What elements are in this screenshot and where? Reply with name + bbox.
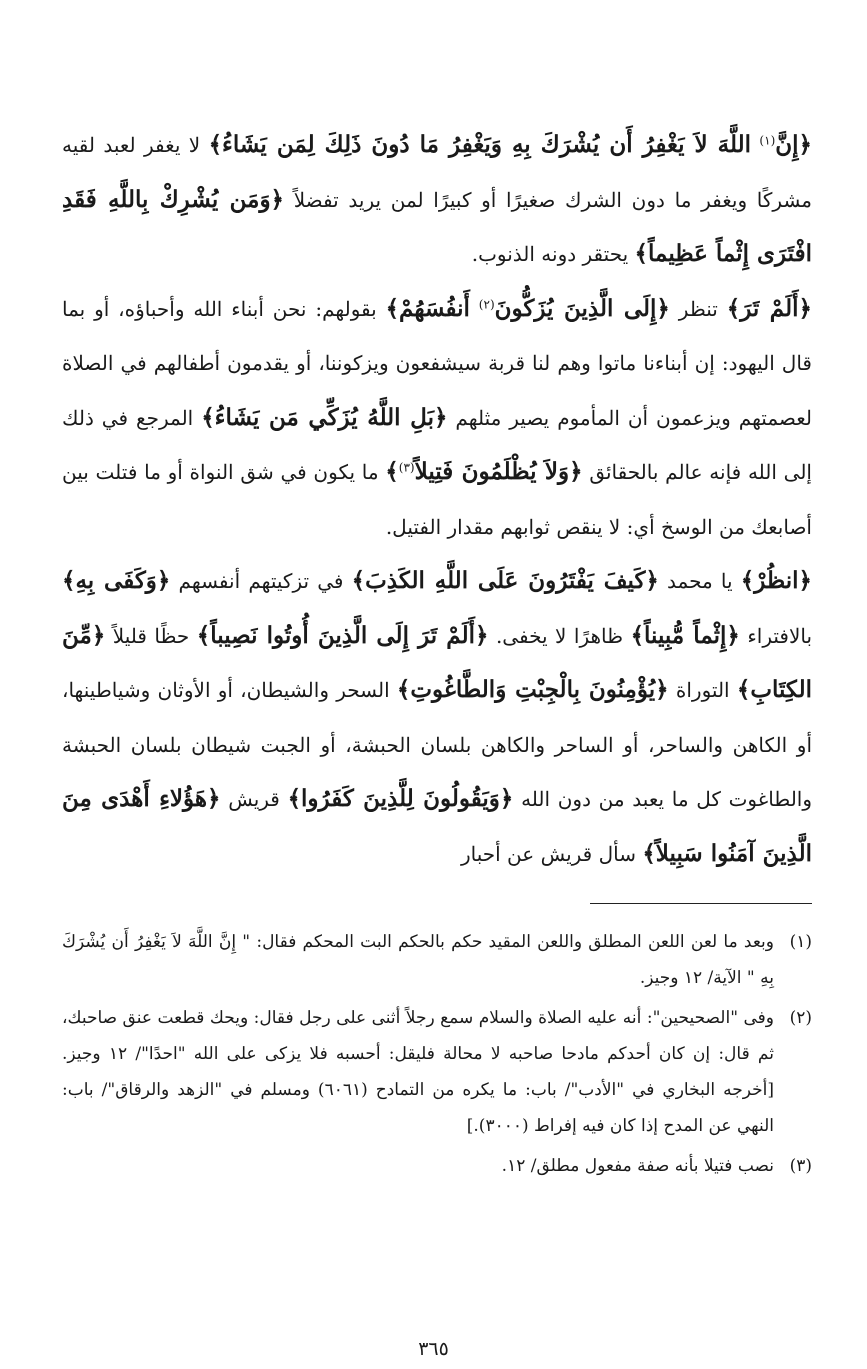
paragraph-1: [62, 118, 812, 282]
footnote-ref-2: (٢): [478, 296, 495, 311]
footnote-text: وفى "الصحيحين": أنه عليه الصلاة والسلام سمع رجلاً أثنى على رجل فقال: ويحك قطعت عنق صاحبك، ثم قال: إن كان أحدكم مادحا صاحبه لا محالة فليقل: أحسبه فلا يزكى على الله "احدًا"/ ١٢ وجيز.[أخرجه البخاري في "الأدب"/ باب: ما يكره من التمادح (٦٠٦١) ومسلم في "الزهد والرقاق"/ باب: النهي عن المدح إذا كان فيه إفراط (٣٠٠٠).]: [62, 1008, 774, 1136]
commentary: حظًا قليلاً: [112, 623, 190, 648]
commentary: في تزكيتهم أنفسهم: [178, 569, 344, 593]
commentary: بالافتراء: [747, 623, 813, 648]
footnote-2: [62, 1000, 812, 1144]
footnote-text: وبعد ما لعن اللعن المطلق واللعن المقيد حكم بالحكم البت المحكم فقال: " إِنَّ اللَّهَ لاَ يَغْفِرُ أَن يُشْرَكَ بِهِ " الآية/ ١٢ وجيز.: [62, 932, 774, 988]
quran-verse: أَنفُسَهُمْ﴾: [385, 294, 470, 322]
commentary: تنظر: [678, 296, 718, 321]
quran-verse: ﴿أَلَمْ تَرَ﴾: [726, 294, 812, 322]
quran-verse: ﴿يُؤْمِنُونَ بِالْجِبْتِ وَالطَّاغُوتِ﴾: [396, 676, 669, 703]
quran-verse: ﴿وَيَقُولُونَ لِلَّذِينَ كَفَرُوا﴾: [287, 785, 514, 812]
quran-verse: ﴿أَلَمْ تَرَ إِلَى الَّذِينَ أُوتُوا نَصِيباً﴾: [196, 621, 489, 649]
commentary: ما يكون في شق النواة أو ما فتلت بين أصابعك من الوسخ أي: لا ينقص ثوابهم مقدار الفتيل.: [62, 460, 812, 539]
footnote-text: نصب فتيلا بأنه صفة مفعول مطلق/ ١٢.: [501, 1156, 774, 1176]
quran-verse: ﴿وَكَفَى بِهِ﴾: [62, 567, 171, 594]
paragraph-3: [62, 554, 812, 881]
paragraph-2: [62, 282, 812, 555]
commentary: يا محمد: [667, 569, 733, 593]
footnote-1: [62, 924, 812, 996]
commentary: سأل قريش عن أحبار: [460, 841, 636, 866]
commentary: التوراة: [675, 678, 730, 702]
footnotes: [62, 924, 812, 1188]
commentary: لا يغفر لعبد لقيه مشركًا ويغفر ما دون الشرك صغيرًا أو كبيرًا لمن يريد تفضلاً: [62, 133, 812, 212]
quran-verse: اللَّهَ لاَ يَغْفِرُ أَن يُشْرَكَ بِهِ وَيَغْفِرُ مَا دُونَ ذَلِكَ لِمَن يَشَاءُ﴾: [208, 131, 752, 158]
quran-verse: ﴿إِلَى الَّذِينَ يُزَكُّونَ: [494, 294, 670, 322]
quran-verse: ﴾: [385, 458, 399, 485]
commentary: بقولهم: نحن أبناء الله وأحباؤه، أو بما قال اليهود: إن أبناءنا ماتوا وهم لنا قربة سيشفعون ويزكوننا، أو يقدمون أطفالهم في الصلاة لعصمتهم ويزعمون أن المأموم يصير مثلهم: [62, 296, 812, 430]
quran-verse: ﴿بَلِ اللَّهُ يُزَكِّي مَن يَشَاءُ﴾: [201, 403, 448, 431]
footnote-number: (٢): [789, 1008, 812, 1028]
quran-verse: ﴿مِّنَ الكِتَابِ﴾: [62, 621, 813, 703]
commentary: السحر والشيطان، أو الأوثان وشياطينها، أو الكاهن والساحر، أو الساحر والكاهن بلسان الحبشة، أو الجبت شيطان بلسان الحبشة والطاغوت كل ما يعبد من دون الله: [62, 678, 813, 811]
footnote-ref-1: (١): [759, 133, 776, 148]
commentary: المرجع في ذلك إلى الله فإنه عالم بالحقائق: [62, 405, 812, 484]
quran-verse: ﴿وَمَن يُشْرِكْ بِاللَّهِ فَقَدِ افْتَرَى إِثْماً عَظِيماً﴾: [62, 185, 812, 267]
quran-verse: ﴿وَلاَ يُظْلَمُونَ فَتِيلاً: [414, 458, 583, 485]
quran-verse: ﴿إِنَّ: [775, 131, 813, 158]
quran-verse: ﴿إِثْماً مُّبِيناً﴾: [630, 621, 740, 649]
quran-verse: ﴿هَؤُلاءِ أَهْدَى مِنَ الَّذِينَ آمَنُوا سَبِيلاً﴾: [62, 785, 812, 867]
commentary: يحتقر دونه الذنوب.: [471, 242, 629, 266]
main-text: [62, 118, 812, 881]
footnote-3: [62, 1148, 812, 1184]
commentary: ظاهرًا لا يخفى.: [495, 623, 624, 648]
quran-verse: ﴿كَيفَ يَفْتَرُونَ عَلَى اللَّهِ الكَذِبَ﴾: [351, 567, 659, 594]
footnote-number: (١): [789, 932, 812, 952]
footnote-divider: [590, 903, 812, 904]
commentary: قريش: [228, 787, 280, 811]
page-number: ٣٦٥: [418, 1338, 449, 1360]
quran-verse: ﴿انظُرْ﴾: [740, 567, 813, 594]
footnote-ref-3: (٣): [398, 460, 415, 475]
footnote-number: (٣): [789, 1156, 812, 1176]
